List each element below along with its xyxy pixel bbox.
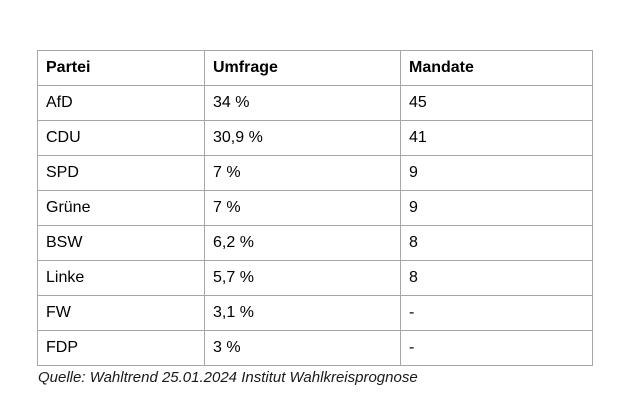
table-row [38, 86, 593, 121]
cell-umfrage: 7 % [205, 191, 401, 226]
column-header-mandate: Mandate [401, 51, 593, 86]
table-row [38, 156, 593, 191]
cell-partei: CDU [38, 121, 205, 156]
cell-umfrage: 34 % [205, 86, 401, 121]
cell-partei: AfD [38, 86, 205, 121]
cell-mandate: 9 [401, 191, 593, 226]
cell-mandate: - [401, 296, 593, 331]
table-row [38, 261, 593, 296]
column-header-partei: Partei [38, 51, 205, 86]
cell-mandate: 41 [401, 121, 593, 156]
cell-mandate: 8 [401, 226, 593, 261]
cell-partei: FDP [38, 331, 205, 366]
table-header-row [38, 51, 593, 86]
cell-partei: BSW [38, 226, 205, 261]
poll-table [37, 50, 593, 366]
cell-mandate: 9 [401, 156, 593, 191]
cell-mandate: - [401, 331, 593, 366]
cell-umfrage: 6,2 % [205, 226, 401, 261]
table-row [38, 191, 593, 226]
table-row [38, 296, 593, 331]
cell-partei: SPD [38, 156, 205, 191]
cell-umfrage: 7 % [205, 156, 401, 191]
cell-umfrage: 5,7 % [205, 261, 401, 296]
cell-umfrage: 3 % [205, 331, 401, 366]
cell-umfrage: 30,9 % [205, 121, 401, 156]
cell-umfrage: 3,1 % [205, 296, 401, 331]
column-header-umfrage: Umfrage [205, 51, 401, 86]
cell-mandate: 45 [401, 86, 593, 121]
cell-partei: FW [38, 296, 205, 331]
source-caption: Quelle: Wahltrend 25.01.2024 Institut Wahlkreisprognose [38, 369, 418, 386]
cell-partei: Grüne [38, 191, 205, 226]
cell-mandate: 8 [401, 261, 593, 296]
cell-partei: Linke [38, 261, 205, 296]
table-row [38, 121, 593, 156]
table-row [38, 331, 593, 366]
table-row [38, 226, 593, 261]
